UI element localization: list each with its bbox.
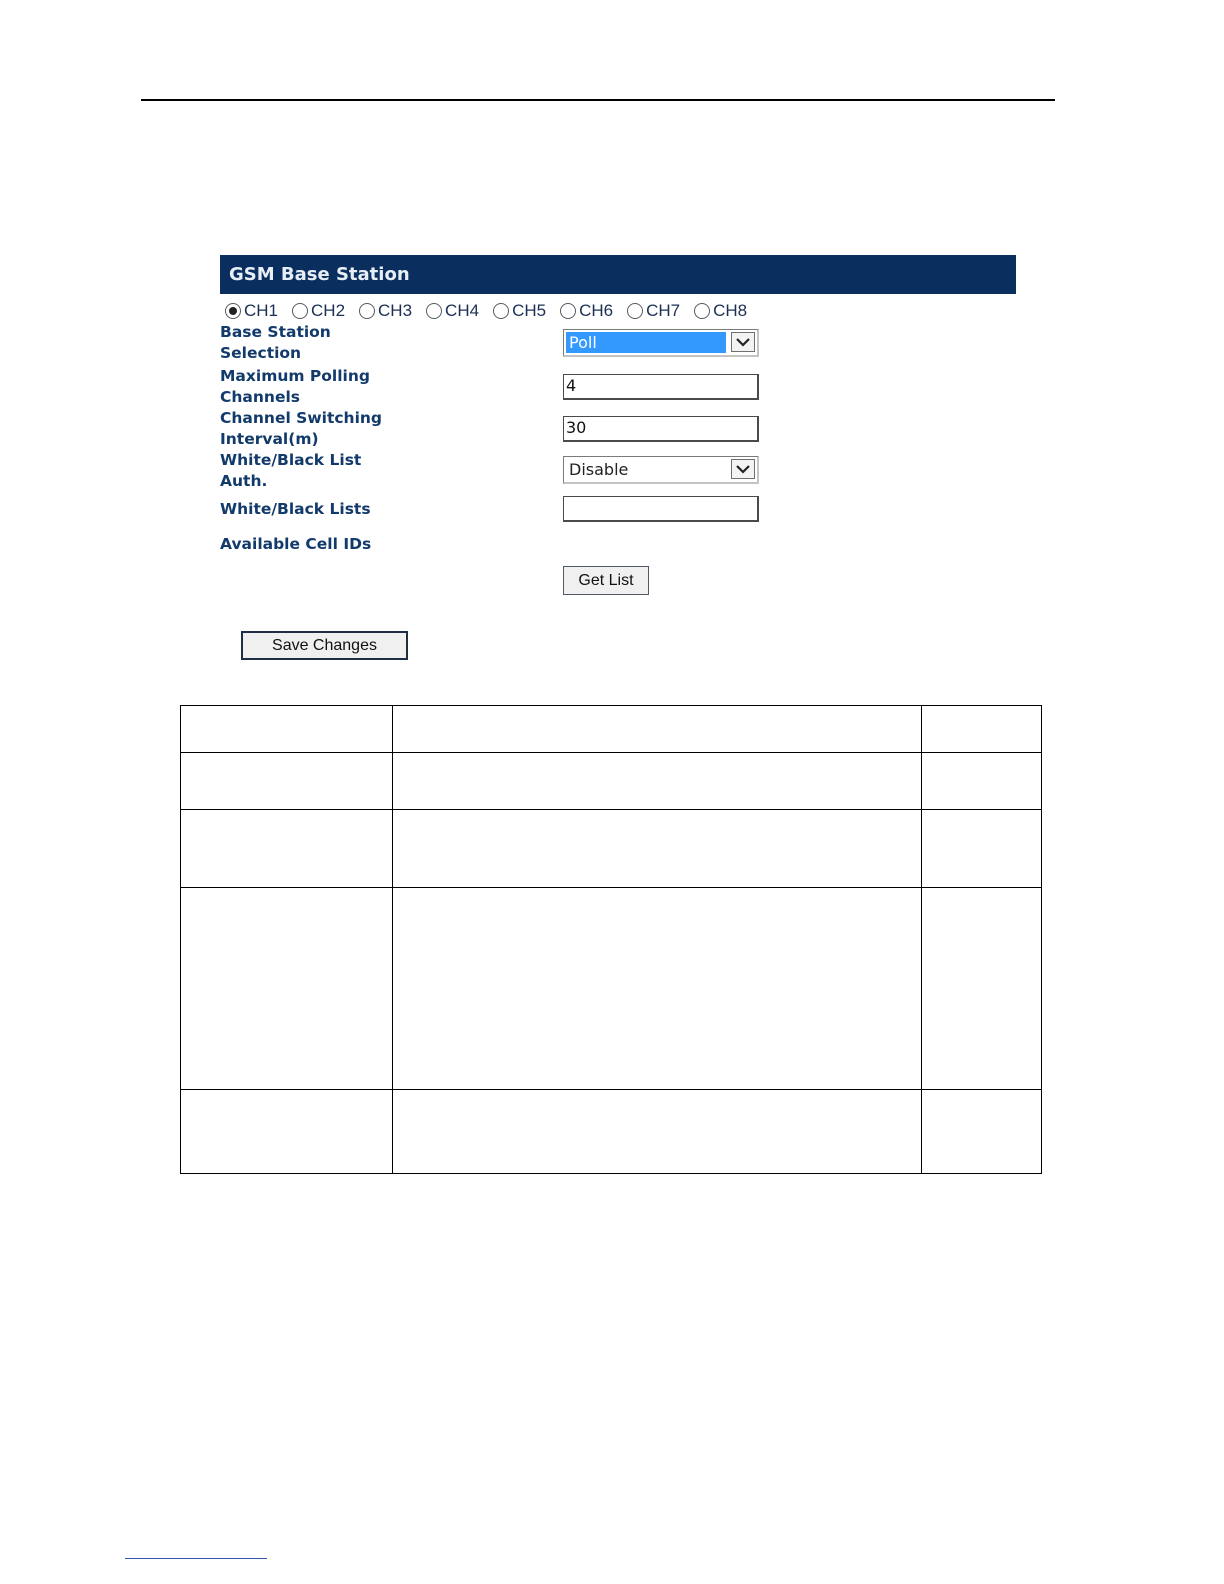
label-line: Maximum Polling (220, 367, 371, 385)
table-cell (393, 1090, 922, 1174)
channel-label: CH2 (311, 301, 346, 320)
channel-radio-ch5[interactable] (493, 301, 546, 321)
table-cell (181, 753, 393, 810)
base-station-selection-label (220, 322, 420, 364)
table-row (181, 753, 1042, 810)
channel-radio-ch1[interactable] (225, 301, 278, 321)
channel-switching-interval-input[interactable]: 30 (563, 416, 759, 442)
channel-radio-ch7[interactable] (627, 301, 680, 321)
chevron-down-icon[interactable] (731, 332, 755, 352)
label-line: Channel Switching (220, 409, 383, 427)
channel-label: CH1 (244, 301, 279, 320)
table-cell (393, 810, 922, 888)
radio-icon[interactable] (292, 303, 308, 319)
channel-radio-group (225, 299, 761, 323)
channel-radio-ch4[interactable] (426, 301, 479, 321)
white-black-lists-label: White/Black Lists (220, 500, 371, 518)
label-line: Channels (220, 388, 300, 406)
select-value: Poll (566, 332, 726, 353)
select-value: Disable (569, 460, 629, 479)
radio-icon-selected[interactable] (225, 303, 241, 319)
save-changes-button[interactable]: Save Changes (241, 631, 408, 660)
table-row (181, 810, 1042, 888)
table-cell (181, 706, 393, 753)
panel-title: GSM Base Station (220, 255, 1016, 294)
channel-label: CH8 (713, 301, 748, 320)
gsm-base-station-panel (220, 255, 1016, 665)
white-black-lists-input[interactable] (563, 496, 759, 522)
channel-label: CH4 (445, 301, 480, 320)
page-top-rule (141, 99, 1055, 101)
white-black-list-auth-select[interactable] (563, 456, 759, 484)
table-cell (393, 888, 922, 1090)
available-cell-ids-label: Available Cell IDs (220, 535, 372, 553)
table-row (181, 706, 1042, 753)
table-cell (181, 888, 393, 1090)
footer-link-rule (125, 1558, 267, 1559)
radio-icon[interactable] (426, 303, 442, 319)
label-line: Base Station (220, 323, 331, 341)
channel-switching-interval-label (220, 408, 420, 450)
channel-radio-ch8[interactable] (694, 301, 747, 321)
white-black-list-auth-label (220, 450, 420, 492)
channel-radio-ch6[interactable] (560, 301, 613, 321)
radio-icon[interactable] (627, 303, 643, 319)
radio-icon[interactable] (560, 303, 576, 319)
table-cell (922, 753, 1042, 810)
max-polling-channels-input[interactable]: 4 (563, 374, 759, 400)
chevron-down-icon[interactable] (731, 459, 755, 479)
table-cell (181, 1090, 393, 1174)
table-cell (393, 706, 922, 753)
label-line: White/Black List (220, 451, 362, 469)
max-polling-channels-label (220, 366, 420, 408)
table-row (181, 888, 1042, 1090)
channel-label: CH6 (579, 301, 614, 320)
channel-radio-ch3[interactable] (359, 301, 412, 321)
label-line: Selection (220, 344, 302, 362)
label-line: Auth. (220, 472, 268, 490)
table-row (181, 1090, 1042, 1174)
base-station-selection-select[interactable] (563, 329, 759, 357)
get-list-button[interactable]: Get List (563, 566, 649, 595)
table-cell (922, 1090, 1042, 1174)
table-cell (922, 706, 1042, 753)
channel-radio-ch2[interactable] (292, 301, 345, 321)
description-table (180, 705, 1042, 1174)
radio-icon[interactable] (694, 303, 710, 319)
radio-icon[interactable] (493, 303, 509, 319)
channel-label: CH3 (378, 301, 413, 320)
table-cell (922, 888, 1042, 1090)
table-cell (181, 810, 393, 888)
label-line: Interval(m) (220, 430, 319, 448)
table-cell (922, 810, 1042, 888)
channel-label: CH5 (512, 301, 547, 320)
radio-icon[interactable] (359, 303, 375, 319)
table-cell (393, 753, 922, 810)
channel-label: CH7 (646, 301, 681, 320)
